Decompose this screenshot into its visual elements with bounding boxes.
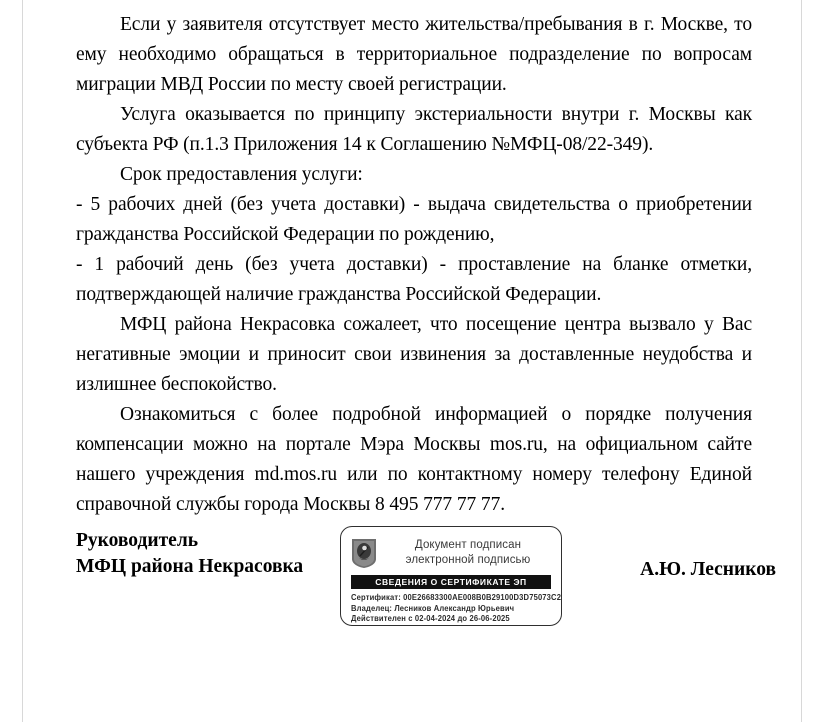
paragraph-exterritoriality: Услуга оказывается по принципу экстериальности внутри г. Москвы как субъекта РФ (п.1.3 Приложения 14 к Соглашению №МФЦ-08/22-349). — [76, 104, 752, 155]
document-body — [76, 10, 752, 520]
moscow-coat-of-arms-icon — [351, 538, 377, 569]
signatory-position-line-1: Руководитель — [76, 530, 199, 551]
page-edge-right — [801, 0, 802, 722]
paragraph-apology: МФЦ района Некрасовка сожалеет, что посещение центра вызвало у Вас негативные эмоции и приносит свои извинения за доставленные неудобства и излишнее беспокойство. — [76, 314, 752, 395]
paragraph-term-heading: Срок предоставления услуги: — [120, 164, 363, 185]
stamp-owner-line: Владелец: Лесников Александр Юрьевич — [351, 603, 515, 613]
paragraph-residence: Если у заявителя отсутствует место жительства/пребывания в г. Москве, то ему необходимо обращаться в территориальное подразделение по вопросам миграции МВД России по месту своей регистрации. — [76, 14, 752, 95]
signatory-position — [76, 528, 303, 580]
electronic-signature-stamp — [340, 526, 562, 626]
paragraph-term-1day: - 1 рабочий день (без учета доставки) - проставление на бланке отметки, подтверждающей наличие гражданства Российской Федерации. — [76, 254, 752, 305]
signatory-position-line-2: МФЦ района Некрасовка — [76, 556, 304, 577]
paragraph-more-info: Ознакомиться с более подробной информацией о порядке получения компенсации можно на портале Мэра Москвы mos.ru, на официальном сайте нашего учреждения md.mos.ru или по контактному номеру телефону Единой справочной службы города Москвы 8 495 777 77 77. — [76, 404, 752, 515]
page-edge-left — [22, 0, 23, 722]
stamp-title-line-1: Документ подписан — [414, 539, 522, 551]
stamp-header — [351, 534, 551, 572]
signatory-name: А.Ю. Лесников — [640, 559, 776, 580]
stamp-certificate-line: Сертификат: 00Е26683300AE008B0B29100D3D75073C2 — [351, 592, 562, 603]
signature-block — [76, 528, 776, 648]
paragraph-term-5days: - 5 рабочих дней (без учета доставки) - выдача свидетельства о приобретении гражданства Российской Федерации по рождению, — [76, 194, 752, 245]
stamp-details — [351, 592, 562, 625]
stamp-title — [385, 538, 551, 568]
stamp-title-line-2: электронной подписью — [405, 554, 531, 566]
stamp-validity-line: Действителен с 02-04-2024 до 26-06-2025 — [351, 613, 510, 624]
stamp-banner: СВЕДЕНИЯ О СЕРТИФИКАТЕ ЭП — [351, 575, 551, 589]
